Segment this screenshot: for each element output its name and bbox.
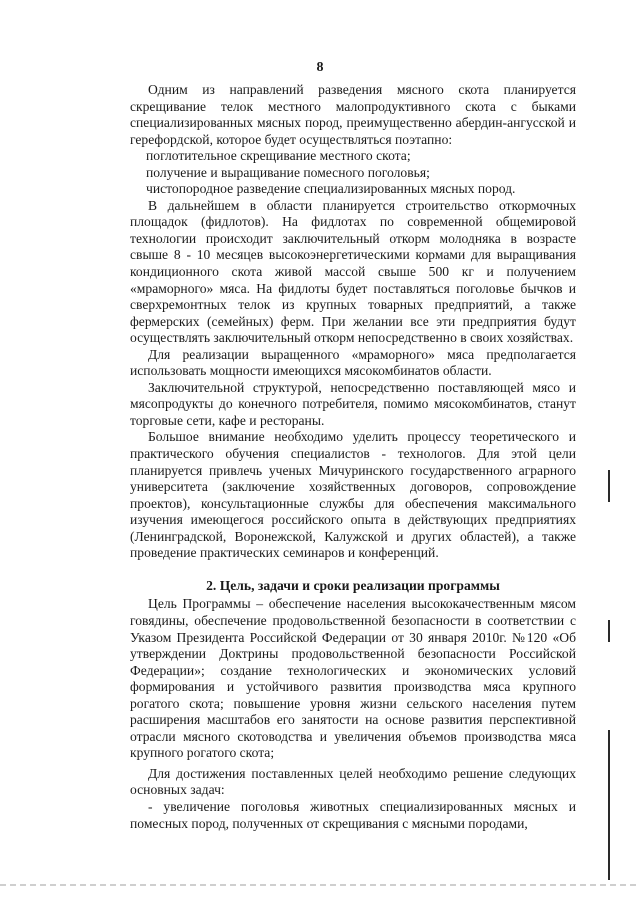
paragraph-task-livestock-increase: - увеличение поголовья животных специализированных мясных и помесных пород, полученных от скрещивания с мясными породами, xyxy=(130,798,576,831)
scan-edge-line xyxy=(0,884,640,886)
paragraph-final-structure: Заключительной структурой, непосредственно поставляющей мясо и мясопродукты до конечного потребителя, помимо мясокомбинатов, станут торговые сети, кафе и рестораны. xyxy=(130,379,576,428)
list-item-purebred-breeding: чистопородное разведение специализированных мясных пород. xyxy=(146,181,516,197)
document-body xyxy=(130,82,576,832)
paragraph-training: Большое внимание необходимо уделить процессу теоретического и практического обучения специалистов - технологов. Для этой цели планируется привлечь ученых Мичуринского государственного аграрного университета (заключение хозяйственных договоров, сопровождение проектов), консультационные службы для обеспечения максимального изучения имеющегося российского опыта в действующих предприятиях (Ленинградской, Воронежской, Калужской и других областей), а также проведение практических семинаров и конференций. xyxy=(130,429,576,561)
scan-mark-top xyxy=(608,470,610,502)
section-heading: 2. Цель, задачи и сроки реализации программы xyxy=(206,577,500,593)
paragraph-breeding-directions: Одним из направлений разведения мясного скота планируется скрещивание телок местного малопродуктивного скота с быками специализированных мясных пород, преимущественно абердин-ангусской и герефордской, которое будет осуществляться поэтапно: xyxy=(130,82,576,147)
paragraph-feedlots: В дальнейшем в области планируется строительство откормочных площадок (фидлотов). На фидлотах по современной общемировой технологии происходит заключительный откорм молодняка в возрасте свыше 8 - 10 месяцев высокоэнергетическими кормами для выращивания кондиционного скота живой массой свыше 500 кг и получением «мраморного» мяса. На фидлоты будет поставляться поголовье бычков и сверхремонтных телок из крупных товарных предприятий, а также фермерских (семейных) ферм. При желании все эти предприятия будут осуществлять заключительный откорм непосредственно в своих хозяйствах. xyxy=(130,197,576,346)
scan-mark-middle xyxy=(608,620,610,642)
scan-mark-bottom xyxy=(608,730,610,880)
list-item-crossbred-livestock: получение и выращивание помесного поголовья; xyxy=(146,164,430,180)
paragraph-program-goal: Цель Программы – обеспечение населения высококачественным мясом говядины, обеспечение продовольственной безопасности в соответствии с Указом Президента Российской Федерации от 30 января 2010г. №120 «Об утверждении Доктрины продовольственной безопасности Российской Федерации»; создание технологических и экономических условий формирования и устойчивого развития производства мяса крупного рогатого скота; повышение уровня жизни сельского населения путем расширения масштабов его занятости на основе развития перспективной отрасли мясного скотоводства и увеличения объемов производства мяса крупного рогатого скота; xyxy=(130,596,576,761)
list-item-absorption-crossing: поглотительное скрещивание местного скота; xyxy=(146,148,411,164)
paragraph-marbled-meat: Для реализации выращенного «мраморного» мяса предполагается использовать мощности имеющихся мясокомбинатов области. xyxy=(130,346,576,379)
paragraph-tasks-intro: Для достижения поставленных целей необходимо решение следующих основных задач: xyxy=(130,765,576,798)
page-number: 8 xyxy=(316,60,324,75)
